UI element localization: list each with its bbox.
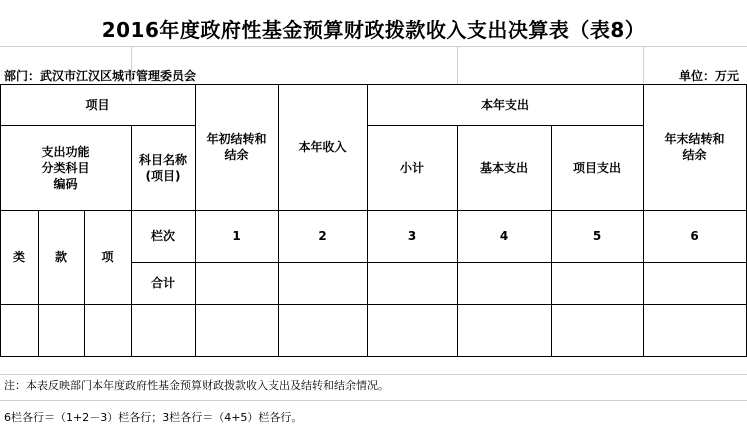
column-number: 4 (499, 229, 509, 243)
total-row-label: 合计 (150, 276, 175, 290)
header-lei: 类 (12, 250, 25, 264)
unit-label: 单位：万元 (678, 69, 739, 83)
header-current-expense: 本年支出 (480, 97, 529, 112)
header-xiang: 项 (101, 250, 114, 264)
footnote-2: 6栏各行＝（1+2－3）栏各行；3栏各行＝（4+5）栏各行。 (4, 411, 303, 424)
header-subtotal: 小计 (399, 160, 424, 175)
column-number: 2 (318, 229, 327, 243)
header-begin-balance: 年初结转和 结余 (206, 132, 267, 162)
sheet-gridline (0, 374, 747, 375)
sheet-gridline (643, 46, 644, 84)
column-number: 1 (232, 229, 241, 243)
header-project-expense: 项目支出 (572, 160, 621, 175)
column-index-label: 栏次 (150, 229, 175, 243)
header-current-income: 本年收入 (298, 140, 347, 154)
header-project: 项目 (85, 97, 110, 112)
sheet-gridline (0, 46, 747, 47)
header-end-balance: 年末结转和 结余 (664, 132, 725, 162)
sheet-gridline (457, 46, 458, 84)
department-label: 部门：武汉市江汉区城市管理委员会 (4, 69, 197, 83)
column-number: 6 (690, 229, 699, 243)
header-basic-expense: 基本支出 (479, 160, 528, 175)
footnote-1: 注：本表反映部门本年度政府性基金预算财政拨款收入支出及结转和结余情况。 (4, 379, 389, 392)
header-kuan: 款 (54, 250, 67, 264)
sheet-gridline (131, 46, 132, 84)
sheet-gridline (0, 400, 747, 401)
report-title: 2016年度政府性基金预算财政拨款收入支出决算表（表8） (101, 18, 646, 42)
column-number: 5 (592, 229, 602, 243)
header-subject-name: 科目名称 (项目) (138, 152, 187, 183)
column-number: 3 (407, 229, 417, 243)
header-func-code: 支出功能 分类科目 编码 (41, 144, 90, 191)
